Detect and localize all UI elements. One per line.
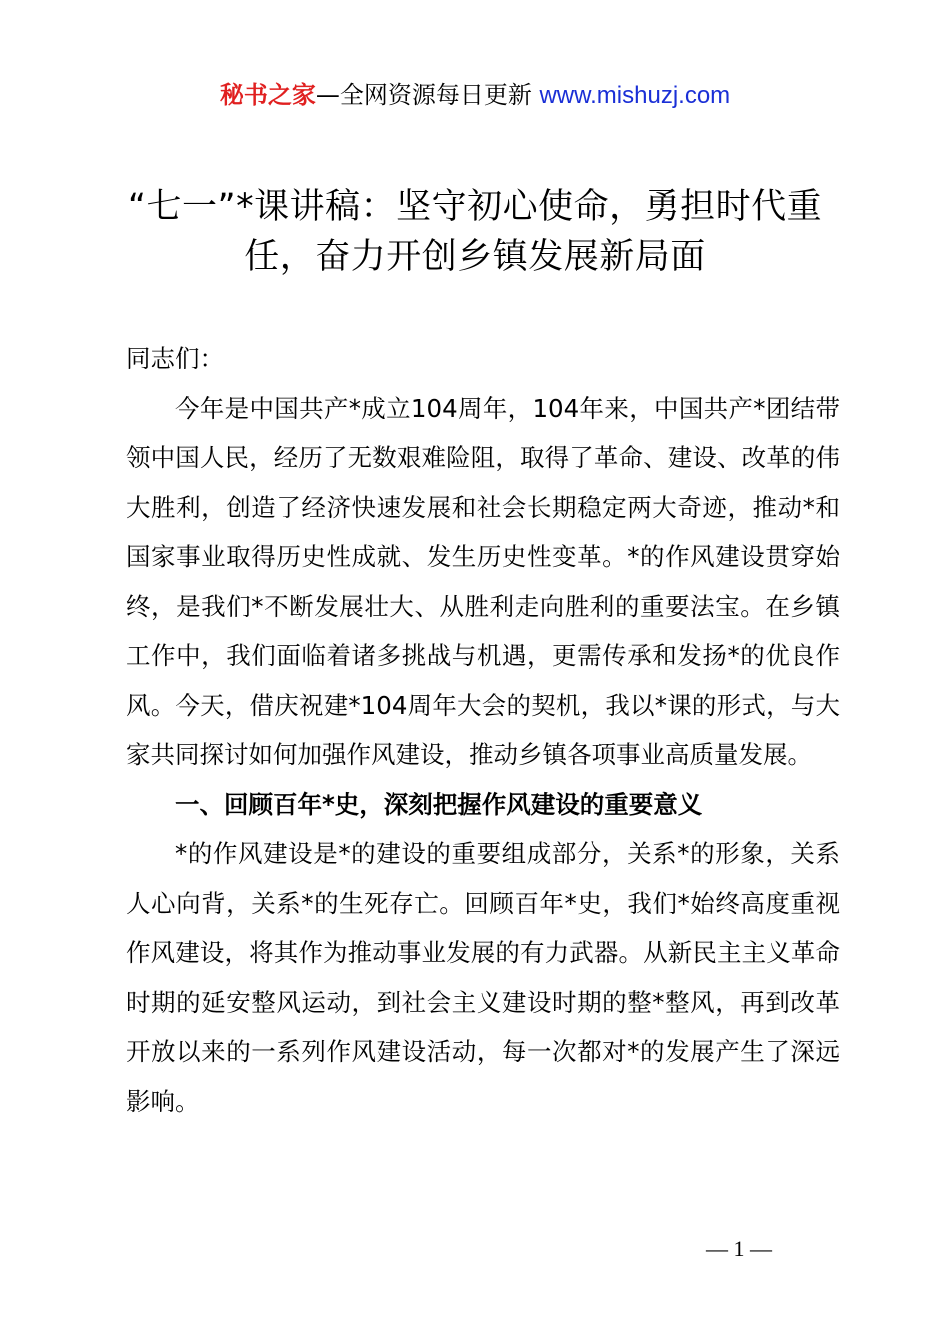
salutation: 同志们： <box>126 344 224 373</box>
site-brand: 秘书之家 <box>219 81 316 109</box>
site-header <box>0 78 950 113</box>
site-tagline: —全网资源每日更新 <box>315 81 532 109</box>
document-body <box>126 334 840 1126</box>
paragraph-section-1: *的作风建设是*的建设的重要组成部分，关系*的形象，关系人心向背，关系*的生死存亡。回顾百年*史，我们*始终高度重视作风建设，将其作为推动事业发展的有力武器。从新民主主义革命时期的延安整风运动，到社会主义建设时期的整*整风，再到改革开放以来的一系列作风建设活动，每一次都对*的发展产生了深远影响。 <box>126 839 840 1116</box>
page-number: — 1 — <box>706 1236 772 1261</box>
title-line-1: “七一”*课讲稿：坚守初心使命，勇担时代重 <box>127 187 823 227</box>
site-url-link[interactable]: www.mishuzj.com <box>539 82 731 109</box>
document-title <box>100 182 850 282</box>
paragraph-intro: 今年是中国共产*成立104周年，104年来，中国共产*团结带领中国人民，经历了无数艰难险阻，取得了革命、建设、改革的伟大胜利，创造了经济快速发展和社会长期稳定两大奇迹，推动*和国家事业取得历史性成就、发生历史性变革。*的作风建设贯穿始终，是我们*不断发展壮大、从胜利走向胜利的重要法宝。在乡镇工作中，我们面临着诸多挑战与机遇，更需传承和发扬*的优良作风。今天，借庆祝建*104周年大会的契机，我以*课的形式，与大家共同探讨如何加强作风建设，推动乡镇各项事业高质量发展。 <box>126 393 840 769</box>
section-heading-1: 一、回顾百年*史，深刻把握作风建设的重要意义 <box>175 789 703 819</box>
title-line-2: 任，奋力开创乡镇发展新局面 <box>244 237 706 277</box>
